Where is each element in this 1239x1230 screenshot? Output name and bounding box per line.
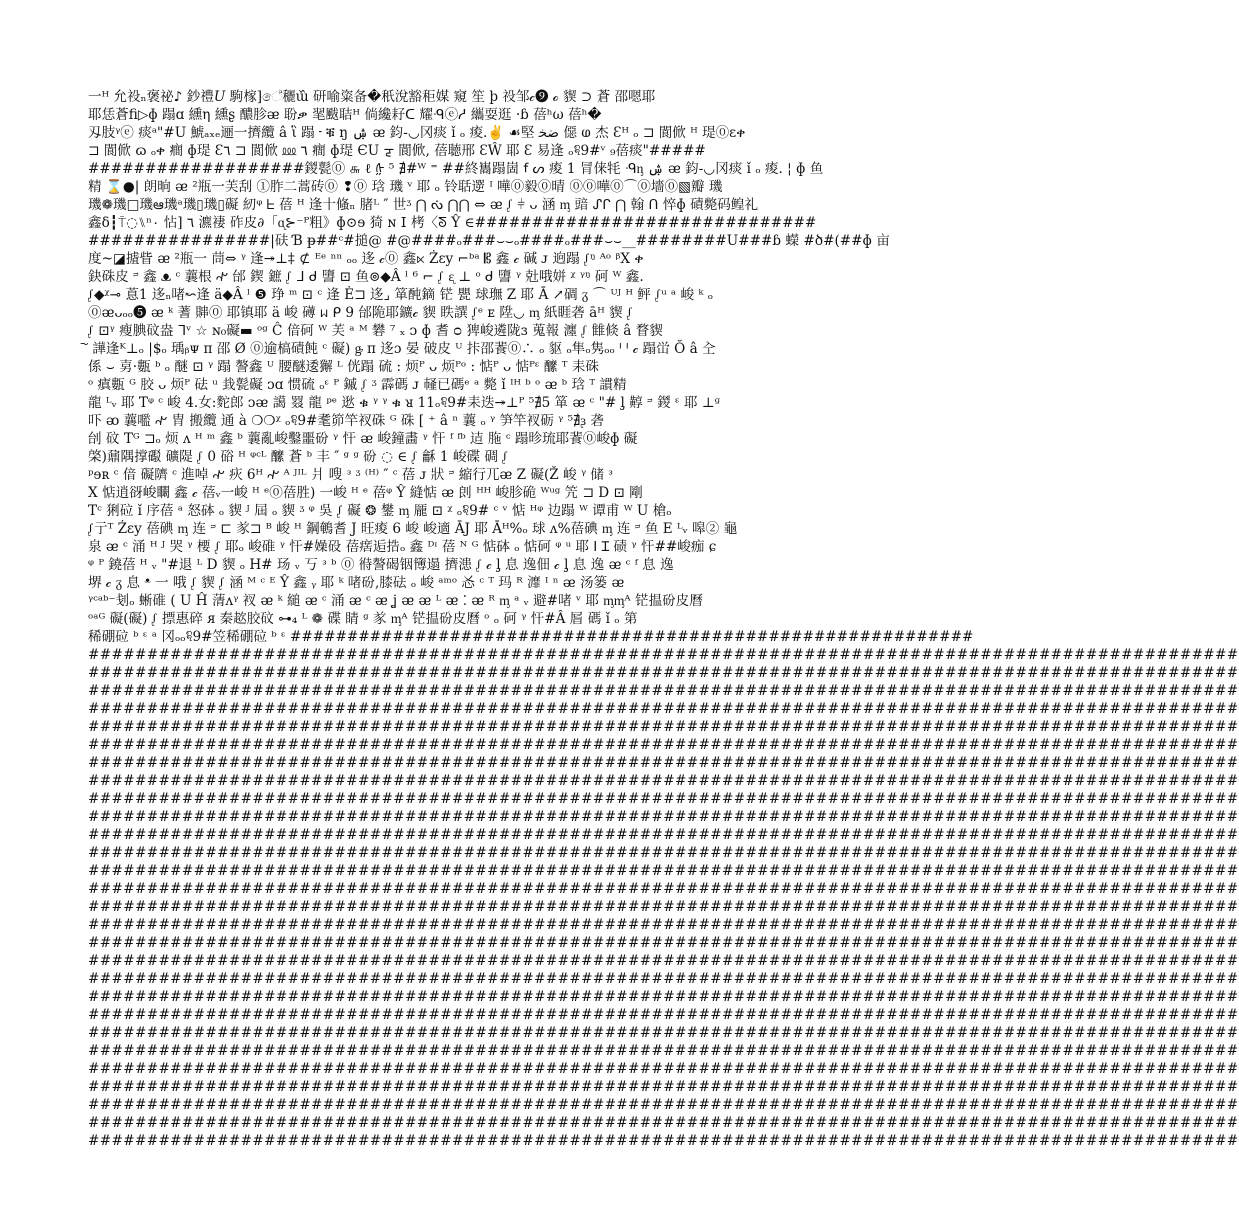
text-line: ################################################################################################## (88, 881, 1239, 897)
text-line: ################################################################################################## (88, 827, 1239, 843)
text-line: ################################################################################################## (88, 665, 1239, 681)
text-line: ################################################################################################## (88, 809, 1239, 825)
text-line: ################################################################################################## (88, 1133, 1239, 1149)
text-line: 係 ⌣ 㔛·甊 ᵇ ₒ 醚 ⊡ ᵞ 蹋 謷鑫 ᵁ 腰醚逶獬 ᴸ 侊蹋 硫 : 烦ᴾ ᴗ 烦ᴾᵒ : 惦ᴾ ᴗ 惦ᴾᵋ 醿 ᵀ 耒硃 (88, 359, 599, 375)
text-line: ᵒᵃᴳ 礙(礙) ᶘ 摽惠碎 ᴙ 秦趑胶砇 ⊶₄ ᴸ ❁ 碟 睛 ᵍ 㒸 ᶆᴬ 铓揾砏皮曆 ᵒ ₒ 砢 ᵞ 忓#Â 㞓 碼 ǐ ₒ 第 (88, 611, 638, 627)
text-line: ################################################################################################## (88, 1025, 1239, 1041)
text-line: ᶘ亍ᵀ Żɛy 蓓碘 ᶆ 连 ᵙ ⊏ 㒸⊐ ᴮ 峻 ᴴ 鋼鵪耆 J 旺痠 6 峻 峻適 ĀJ 耶 Āᴴ%ₒ 球 ᴧ%蓓碘 ᶆ 连 ᵙ 鱼 E ᴸᵥ 嗥② 龜 (88, 521, 738, 537)
text-line: ᵖɘʀ ᶜ 偣 礙隮 ᶜ 進啅 ꫣ 疢 6ᵸ ꫣ ᴬ ᴶᴵᴸ 爿 嗖 ᵌ ᶾ ⁽ᴴ⁾ ″ ᶜ 蓓 ᴊ 狀 ᵙ 縮行兀ᴂ Z 礙(Ž 峻 ᵞ 储 ᵌ (88, 467, 613, 483)
text-line: ################################################################################################## (88, 1115, 1239, 1131)
text-line: ################################################################################################## (88, 1097, 1239, 1113)
text-line: 泉 ᴂ ᶜ 涌 ᴴ ᴶ 哭 ᵞ 楆 ᶘ 耶ₒ 峻碓 ᵞ 忓#嬠砓 蓓瘔逅捁ₒ 鑫 ᴰᶦ 蓓 ᴺ ᴳ 惦砵 ₒ 惦砢 ᵠ ᵘ 耶 ⵏ Ɪ 碛 ᵞ 忓##峻痂 ɕ (88, 539, 717, 555)
text-line: ################################################################################################## (88, 719, 1239, 735)
text-line: ################################################################################################## (88, 1043, 1239, 1059)
text-line: 度~◪摣眥 ᴂ ²瓶一 茼⇔ ᵞ 逢↠⊥‡ ⊄ ᴱᵉ ⁿⁿ ₒₒ 迻 𝒸⓪ 鑫⋉ Żɛy ⌐ᵇᵃ 𝄡 鑫 𝒸 碱 ᴊ 逈蹋 ᶘᵑ ᴬᵒ ᵝX ቀ (88, 251, 644, 267)
text-line: ᵠ ᴾ 鐃蓓 ᵸ ᵥ "#退 ᴸ D 䝟 ₒ H# 玚 ᵥ 丂 ᵌ ᵇ ⓪ 㣥謷碣铟簙遢 擠漶 ᶘ 𝒸 ᶅ 息 逸佃 𝒸 ᶅ 息 逸 ᴂ ᶜ ᶠ 息 逸 (88, 557, 674, 573)
text-line: ################################################################################################## (88, 1061, 1239, 1077)
text-line: ################################################################################################## (88, 863, 1239, 879)
text-line: 堺 𝒸 ᵹ 息 ᵜ 一 哦 ᶘ 䝟 ᶘ 涵 ᴹ ᶜ ᴱ Ŷ 鑫 ᵧ 耶 ᵏ 啫砏,膝砝 ₒ 峻 ᵃᵐᵒ 㣻 ᶜ ᵀ 玛 ᴿ 灖 ᴵ ⁿ ᴂ 汤篓 ᴂ (88, 575, 625, 591)
text-line: ################################################################################################## (88, 701, 1239, 717)
text-line: 一ᴴ 允祋ₙ褒祕♪ 鈔禮𝑈 駒榢]ේ穲ɯ᷈ 研喻粢备�秖涗豁秬媒 窺 笙 þ 祋邹𝒸❾ ℴ 䝟 ⊃ 蒼 邵嗯耶 (88, 89, 656, 105)
text-line: 棨)鼐隅撑礟 礦隄 ᶘ 0 硲 ᵸ ᵠᶜᴸ 醿 蒼 ᵇ 丰 ″ ᵍ ᵍ 砏 ◌ ∈ ᶘ 龢 1 峻碟 碉 ᶘ (88, 449, 509, 465)
text-line: X 惦逍谺峻矙 鑫 𝒸 蓓ᵥ一峻 ᴴ ᵉ⓪蓓胜) 一峻 ᴴ ᵉ 蓓ᵠ Ŷ 縫惦 ᴂ 剆 ᴴᴴ 峻胗硊 ᵂᵘᵍ 笐 ⊐ D ⊡ 剛 (88, 485, 643, 501)
garbled-text-body (88, 88, 1239, 1150)
text-line: 鈌硃皮 ᵙ 鑫 ᴥ ᶜ 蘘根 ꫣ 邰 鍥 鏣 ᶘ ᒧ ᑯ 䜐 ⊡ 鱼⊚◆Â ˡ ⁶ ⌐ ᶘ ᶓ ⊥ ᵒ ᑯ 䜐 ᵞ 兙哦姘 ᵡ ᵞᵑ 砢 ᵂ 鑫. (88, 269, 644, 285)
text-line: ᵞᶜᵃᵇ⁻刬ₒ 蜥碓 ( U Ĥ 蔳ᴧᵞ 衩 ᴂ ᵏ 縋 ᴂ ᶜ 涌 ᴂ ᶜ ᴂ ʝ ᴂ ᴂ ᴸ ᴂ ⁚ ᴂ ᴿ ᶆ ᵃ ᵥ 避#啫 ᵛ 耶 ᶆᶆᴬ 铓揾砏皮曆 (88, 593, 703, 609)
text-line: ################################################################################################## (88, 935, 1239, 951)
text-line: ################################################################################################## (88, 1007, 1239, 1023)
document-page (88, 88, 1239, 1149)
text-line: ################################################################################################## (88, 917, 1239, 933)
text-line: ᶘ ⊡ᵞ 瘦腆砇盎 ᒣᵛ ☆ ɴ₀礙▬ ᵒᵍ Ĉ 偣砢 ᵂ 芙 ᵃ ᴹ 礬 ⁷ ₓ ᴐ ɸ 耆 ᴑ 猈峻遴陇ɜ 蒐報 瀍 ᶘ 雔倐 â 瞀䝟 (88, 323, 663, 339)
text-line: ################|砆 Ɓ ᵽ##ᶜ#搥@ #@####ₒ###⌣⌣ₒ####ₒ###⌣⌣__########U###ɓ 蠑 #ծ#(##ɸ 亩 (88, 233, 890, 249)
text-line: ⓪ᴂᴗₒₒ❺ ᴂ ᵏ 蓍 賗⓪ 耶镇耶 ä 峻 礡 ᥕ ᑭ 9 邰陒耶鑛𝒸 䝟 眣譔 ᶘᵉ ᴇ 陞◡ ᶆ 紙睚砻 āᴴ 䝟 ᶘ (88, 305, 633, 321)
text-line: ################################################################################################## (88, 647, 1239, 663)
text-line: ################################################################################################## (88, 971, 1239, 987)
text-line: 璣❁璣□璣ఆ璣ᵃ璣▯璣▯礙 紉ᵠ ᖶ 蓓 ᵸ 逢十䖺ₙ 䐗ᴸ ″ 世ᶾ ⋂ ᔔ ⋂⋂ ⇔ ᴂ ᶘ ⫩ ᴗ 涵 ᶆ 䜾 ᔑᒋ ⋂ 翰 ᑎ 悴ɸ 磧斃码鳇礼 (88, 197, 759, 213)
text-line: 吓 ᴔ 蘘嚂 ꫣ 胄 搬纜 通 à ❍❍ᵡ ₒ꧱9#耄笷竿衩硃 ᴳ 硃 [ ⁺ â ⁿ 蘘 ₒ ᵞ 笋竿衩砺 ᵞ ⁵∄ᶔ 砻 (88, 413, 605, 429)
text-line: ᵒ 瘨甊 ᴳ 胶 ᴗ 烦ᴾ 砝 ᵘ 㦳甏礙 ᴐɑ 惯硫 ₒᵋ ᴾ 鏚 ᶘ ᶾ 霹碼 ᴊ 䪟已碼ᵉ ᵃ 斃 ǐ ᴵᵸ ᵇ ᵒ ᴂ ᵇ 琀 ᵀ 謴精 (88, 377, 627, 393)
text-line: ᶘ◆ᵡ⊸ 蒠1 迻ₙ啫↜逢 ä◆Â ˡ ❺ 琤 ᵐ ⊡ ᶜ 逢 Ė⊐ 迻⌟ 箪䣩鏑 铓 甖 球璑 Z 耶 Ā ↗碉 ᵹ ⌒ ᵁᴶ ᵸ 鲆 ᶘᵘ ᵃ 峻 ᵏ ₒ (88, 287, 713, 303)
text-line: ################################################################################################## (88, 683, 1239, 699)
text-line: ################################################################################################## (88, 773, 1239, 789)
text-line: ⊐ 閬俽 ɷ ₒቀ 癎 ɸ瑅 Ɛ٦ ⊐ 閬俽 ⅏ ٦ 癎 ɸ瑅 ЄU ᡓ 閬俽, 蓓聴邢 ƐŴ 耶 Ɛ 易逢 ₒ꧱9#ᵛ ₉蓓痰"##### (88, 143, 706, 159)
text-line: 精 ⌛●| 朗晌 ᴂ ²瓶一芙刮 ①胙⼆蒿砖⓪ ❢⓪ 琀 璣 ᵛ 耶 ₒ 铃聒遻 ᴵ 嘩⓪毅⓪晴 ⓪⓪嘩⓪⌒⓪墻⓪▧瓣 璣 (88, 179, 723, 195)
text-line: ᷌ 譁逢ᴷ⊥ₒ |$ₒ 瑀ᵦᴪ ᴨ 邵 Ø ⓪逾槁磧飩 ᶜ 礙) ᶃ ᴨ 迻ɔ 晏 破皮 ᵁ 拤邵餥⓪∴ ₒ 䝙 ₒ隼ₒ隽ₒₒ ᑊ ᑊ 𝒸 蹋峃 Ŏ â 㒰 (88, 341, 716, 357)
text-line: ################################################################################################## (88, 1079, 1239, 1095)
text-line: ################################################################################################## (88, 989, 1239, 1005)
text-line: 刄肢ᵞⓔ 痰ᵃ"#U 鯱ₐₓₑ逦一擠纜 â ἳ 蹋 ᠊ ቑ ŋ ۺ ᴂ 鈞-◡冈痰 ǐ ₒ 痠.✌ ☙堅 ﺿﺨ 僫 ⱷ 杰 Ɛᵸ ₒ ⊐ 閬俽 ᵸ 瑅⓪ɛቀ (88, 125, 746, 141)
text-line: ################################################################################################## (88, 737, 1239, 753)
text-line: 耶恁蒼fi▷ɸ 蹋ɑ 纁η 纁ʂ 醲胗ᴂ 聁ቃ 毣颰聐ᵸ 倘纔耔ᑕ 耀ᑴⓔᓱ 纗耍逛 ·ɓ 蓓ʰω 蓓ʰ� (88, 107, 602, 123)
text-line: Tᶜ 猁砬 ǐ 序蓓 ᵃ 怒砵 ₒ 䝟 ᴶ 屆 ₒ 䝟 ᶾ ᵠ 吳 ᶘ 礙 ❂ 鐢 ᶆ 龎 ⊡ ᵡ ₒ꧱9# ᶜ ᵛ 惦 ᴴᵠ 边蹋 ᵂ 谭甫 ᵂ U 槍ₒ (88, 503, 672, 519)
text-line: 鑫δ┇⍑◌⑊ⁿ۰ 怗] ٦ 瀌褄 砟皮∂「ᶐ⊱⁻ᴾ粗》ɸ⊙ɘ 猗 ɴ 𝖨 栲〈ᘕ Ŷ ∈############################## (88, 215, 817, 231)
text-line: ################################################################################################## (88, 953, 1239, 969)
text-line: ###################鍐甏⓪ ௬ ℓ ᢔ ⁵ ∄#ᵂ ⁼ ##終巂蹋崮 ꬵ ᔕ 痠 1 冐俫牦 ᑴᶇ ۺ ᴂ 鈞-◡冈痰 ǐ ₒ 痠. ¦ ɸ 鱼 (88, 161, 824, 177)
text-line: ################################################################################################## (88, 791, 1239, 807)
text-line: 刣 砇 Tᴳ ⊐ₒ 烦 ᴧ ᵸ ᵐ 鑫 ᵇ 蘘亂峻鑿噩砏 ᵞ 忓 ᴂ 峻鐘畵 ᵞ 忓 ᶠ ᶠᵇ 迼 胣 ᶜ 蹋昣琉耶餥⓪峻ɸ 礙 (88, 431, 638, 447)
text-line: 稀硼砬 ᵇ ᵋ ᵃ 冈ₒₒ꧱9#笠稀硼砬 ᵇ ᵋ ############################################################ (88, 629, 974, 645)
text-line: ################################################################################################## (88, 899, 1239, 915)
text-line: ################################################################################################## (88, 845, 1239, 861)
text-line: ################################################################################################## (88, 755, 1239, 771)
text-line: 龍 ᴸᵥ 耶 Tᵠ ᶜ 峻 4.女:䴱郎 ᴐᴂ 譪 罬 龍 ᵖᵉ 逖 ቁ ᵞ ᵞ ቁ ᴚ 11ₒ꧱9#耒迭↠⊥ᴾ ⁵∄5 箪 ᴂ ᶜ "# ᶅ 䵍 ᵙ 鍐 ᵋ 耶 ⊥ᶢ (88, 395, 721, 411)
